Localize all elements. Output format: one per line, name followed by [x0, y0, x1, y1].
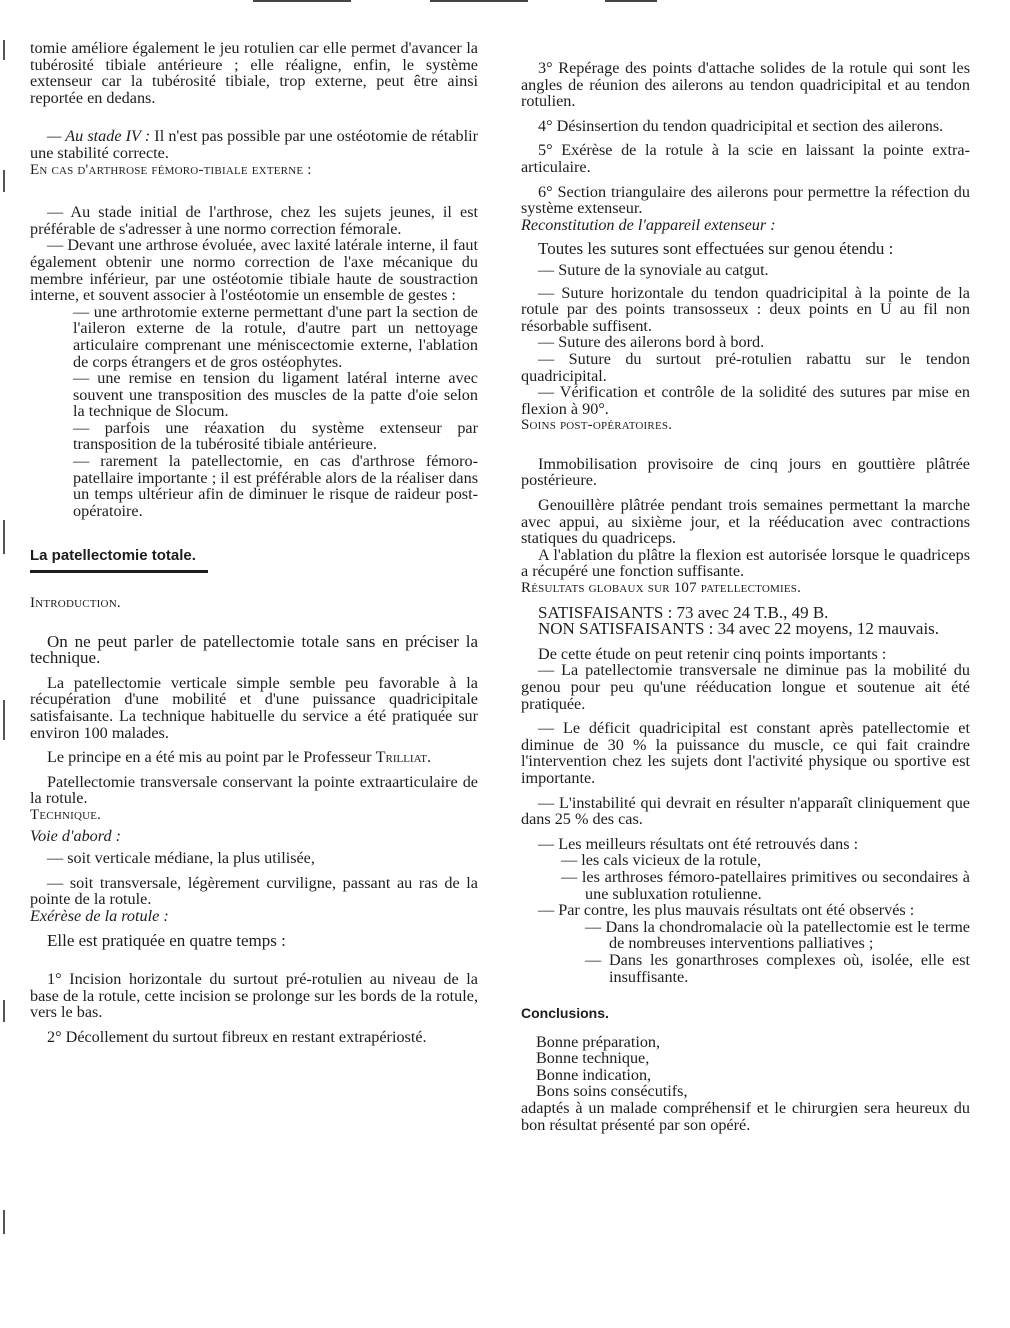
scan-edge-line [605, 0, 657, 2]
list-item: — Le déficit quadricipital est constant après patellectomie et diminue de 30 % la puissance du muscle, ce qui fait craindre l'intervention chez les sujets dont l'activité physique ou sportive est importante. [521, 719, 970, 787]
list-item: — une remise en tension du ligament latéral interne avec souvent une transposition des muscles de la patte d'oie selon la technique de Slocum. [73, 369, 478, 421]
conclusion-line: Bons soins consécutifs, [536, 1082, 688, 1101]
subsection-heading: Introduction. [30, 595, 121, 612]
results-line: NON SATISFAISANTS : 34 avec 22 moyens, 12 mauvais. [538, 619, 940, 639]
sub-list-item: — les arthroses fémoro-patellaires primitives ou secondaires à une subluxation rotulienne. [561, 867, 970, 903]
margin-mark [3, 40, 5, 60]
paragraph: Genouillère plâtrée pendant trois semaines permettant la marche avec appui, au sixième jour, et la rééducation avec contractions statiques du quadriceps. [521, 496, 970, 548]
right-column [521, 60, 970, 1133]
paragraph: tomie améliore également le jeu rotulien car elle permet d'avancer la tubérosité tibiale antérieure ; elle réaligne, enfin, le système extenseur car la tubérosité tibiale, trop externe, peut être ainsi reportée en dedans. [30, 39, 478, 107]
sub-list-item: — les cals vicieux de la rotule, [561, 851, 762, 870]
list-item: — parfois une réaxation du système extenseur par transposition de la tubérosité tibiale antérieure. [73, 418, 478, 454]
conclusion-line: adaptés à un malade compréhensif et le chirurgien sera heureux du bon résultat présenté par son opéré. [521, 1099, 970, 1134]
paragraph: Le principe en a été mis au point par le Professeur Trilliat. [47, 748, 432, 767]
list-item: — Suture du surtout pré-rotulien rabattu sur le tendon quadricipital. [521, 349, 970, 385]
left-column [30, 40, 478, 1046]
paragraph: — Devant une arthrose évoluée, avec laxité latérale interne, il faut également obtenir une normo correction de l'axe mécanique du membre inférieur, par une ostéotomie tibiale haute de soustraction interne, et souvent associer à l'ostéotomie un ensemble de gestes : [30, 236, 478, 305]
list-item: — La patellectomie transversale ne diminue pas la mobilité du genou pour peu qu'une rééducation longue et soutenue ait été pratiquée. [521, 661, 970, 713]
conclusions-heading: Conclusions. [521, 1005, 609, 1022]
paragraph: — Au stade IV : Il n'est pas possible par une ostéotomie de rétablir une stabilité correcte. [30, 127, 478, 162]
subheading: Voie d'abord : [30, 826, 121, 845]
list-item: — Suture de la synoviale au catgut. [538, 260, 769, 279]
paragraph: Patellectomie transversale conservant la pointe extraarticulaire de la rotule. [30, 772, 478, 808]
sub-list-item: — Dans la chondromalacie où la patellectomie est le terme de nombreuses interventions palliatives ; [585, 917, 970, 953]
margin-mark [3, 1000, 5, 1022]
step-item: 2° Décollement du surtout fibreux en restant extrapériosté. [47, 1027, 427, 1046]
margin-mark [3, 520, 5, 554]
list-item: — Vérification et contrôle de la solidité des sutures par mise en flexion à 90°. [521, 383, 970, 418]
paragraph: La patellectomie verticale simple semble peu favorable à la récupération d'une mobilité et d'une puissance quadricipitale satisfaisante. La technique habituelle du service a été pratiquée sur environ 100 malades. [30, 673, 478, 742]
paragraph: Immobilisation provisoire de cinq jours en gouttière plâtrée postérieure. [521, 454, 970, 490]
paragraph: Toutes les sutures sont effectuées sur genou étendu : [538, 239, 894, 259]
list-item: — Suture des ailerons bord à bord. [538, 333, 765, 352]
scan-edge-line [430, 0, 528, 2]
margin-mark [3, 700, 5, 740]
margin-mark [3, 170, 5, 192]
conclusion-line: Bonne préparation, [536, 1032, 661, 1051]
paragraph: A l'ablation du plâtre la flexion est autorisée lorsque le quadriceps a récupéré une fonction suffisante. [521, 545, 970, 581]
paragraph: — Au stade initial de l'arthrose, chez les sujets jeunes, il est préférable de s'adresser à une normo correction fémorale. [30, 203, 478, 238]
step-item: 3° Repérage des points d'attache solides de la rotule qui sont les angles de réunion des ailerons au tendon quadricipital et au tendon rotulien. [521, 59, 970, 111]
list-item: — Par contre, les plus mauvais résultats ont été observés : [538, 901, 915, 920]
margin-mark [3, 1210, 5, 1234]
section-heading: En cas d'arthrose fémoro-tibiale externe : [30, 161, 312, 178]
list-item: — soit transversale, légèrement curviligne, passant au ras de la pointe de la rotule. [30, 873, 478, 909]
list-item: — L'instabilité qui devrait en résulter n'apparaît cliniquement que dans 25 % des cas. [521, 793, 970, 829]
step-item: 6° Section triangulaire des ailerons pour permettre la réfection du système extenseur. [521, 182, 970, 218]
subsection-heading: Résultats globaux sur 107 patellectomies. [521, 580, 802, 597]
subsection-heading: Soins post-opératoires. [521, 417, 673, 434]
section-title: La patellectomie totale. [30, 547, 196, 565]
list-item: — Suture horizontale du tendon quadricipital à la pointe de la rotule par des points transosseux : deux points en U au fil non résorbable suffisent. [521, 283, 970, 335]
list-item: — une arthrotomie externe permettant d'une part la section de l'aileron externe de la rotule, d'autre part un nettoyage articulaire comprenant une méniscectomie externe, l'ablation de corps étrangers et de gros ostéophytes. [73, 302, 478, 371]
list-item: — rarement la patellectomie, en cas d'arthrose fémoro-patellaire importante ; il est préférable alors de la réaliser dans un temps ultérieur afin de diminuer le risque de raideur post-opératoire. [73, 452, 478, 520]
step-item: 4° Désinsertion du tendon quadricipital et section des ailerons. [538, 116, 944, 135]
list-item: — Les meilleurs résultats ont été retrouvés dans : [538, 834, 859, 853]
conclusion-line: Bonne indication, [536, 1065, 652, 1084]
conclusion-line: Bonne technique, [536, 1049, 650, 1068]
results-line: SATISFAISANTS : 73 avec 24 T.B., 49 B. [538, 602, 829, 622]
subheading: Exérèse de la rotule : [30, 906, 169, 925]
list-item: — soit verticale médiane, la plus utilisée, [47, 849, 315, 868]
scan-edge-line [253, 0, 351, 2]
step-item: 5° Exérèse de la rotule à la scie en laissant la pointe extra-articulaire. [521, 141, 970, 176]
section-title-block [30, 547, 478, 573]
sub-list-item: — Dans les gonarthroses complexes où, isolée, elle est insuffisante. [585, 950, 970, 986]
paragraph: De cette étude on peut retenir cinq points importants : [538, 644, 887, 663]
subsection-heading: Technique. [30, 806, 102, 823]
stage-label: — Au stade IV : [47, 127, 151, 146]
step-item: 1° Incision horizontale du surtout pré-rotulien au niveau de la base de la rotule, cette incision se prolonge sur les bords de la rotule, vers le bas. [30, 970, 478, 1022]
subheading: Reconstitution de l'appareil extenseur : [521, 215, 776, 234]
paragraph: Elle est pratiquée en quatre temps : [47, 930, 286, 950]
paragraph: On ne peut parler de patellectomie totale sans en préciser la technique. [30, 631, 478, 668]
author-name: Trilliat. [375, 748, 432, 767]
